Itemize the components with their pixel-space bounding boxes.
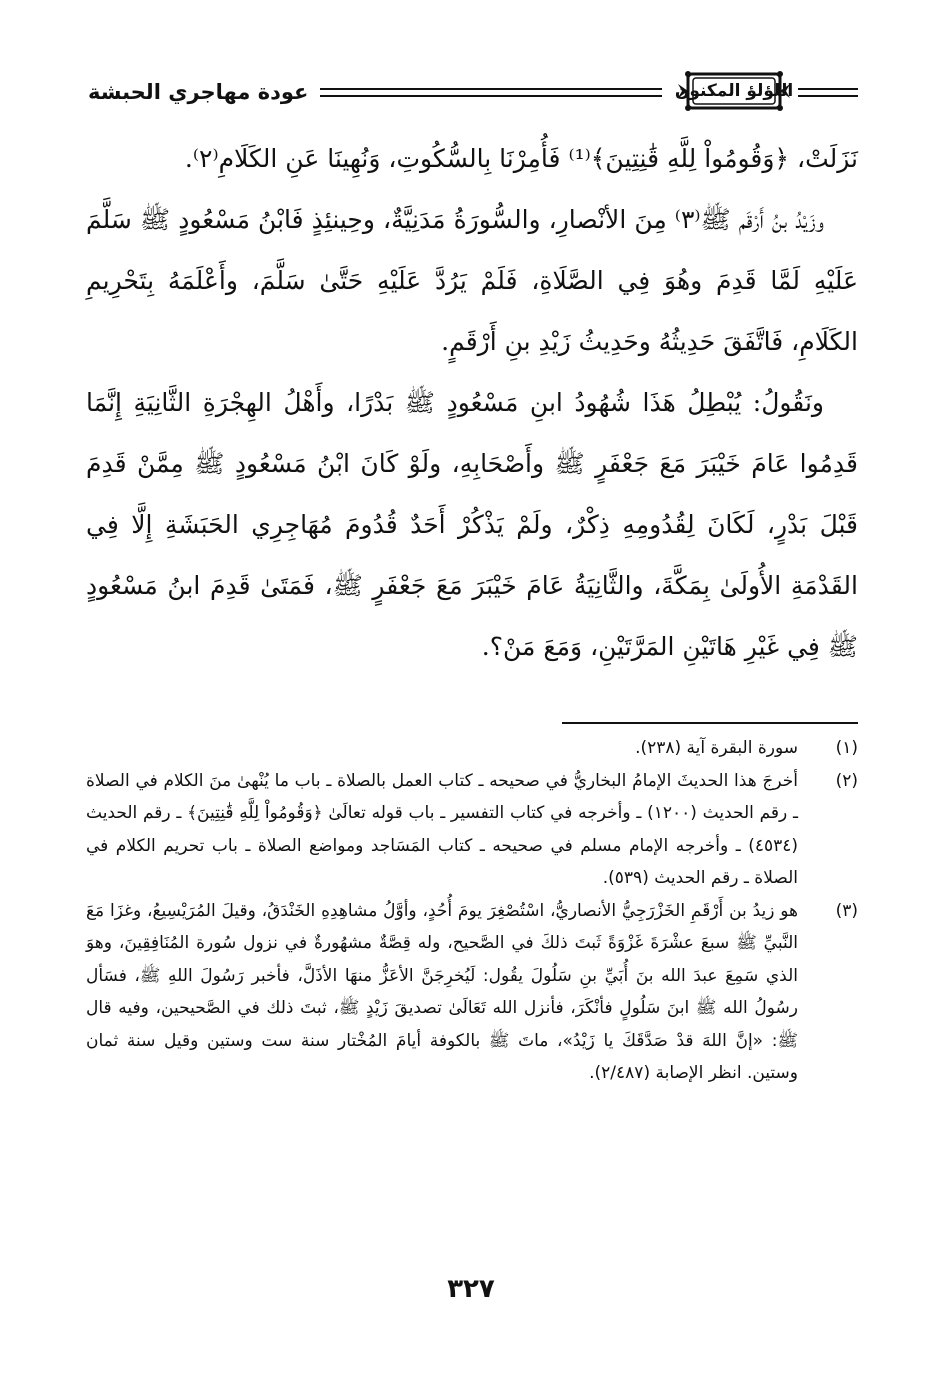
paragraph: ونَقُولُ: يُبْطِلُ هَذَا شُهُودُ ابنِ مَسْعُودٍ ﷺ بَدْرًا، وأَهْلُ الهِجْرَةِ الثَّانِيَةِ إِنَّمَا قَدِمُوا عَامَ خَيْبَرَ مَعَ جَعْفَرٍ ﷺ وأَصْحَابِهِ، ولَوْ كَانَ ابْنُ مَسْعُودٍ ﷺ مِمَّنْ قَدِمَ قَبْلَ بَدْرٍ، لَكَانَ لِقُدُومِهِ ذِكْرٌ، ولَمْ يَذْكُرْ أَحَدٌ قُدُومَ مُهَاجِرِي الحَبَشَةِ إِلَّا فِي القَدْمَةِ الأُولَىٰ بِمَكَّةَ، والثَّانِيَةُ عَامَ خَيْبَرَ مَعَ جَعْفَرٍ ﷺ، فَمَتَىٰ قَدِمَ ابنُ مَسْعُودٍ ﷺ فِي غَيْرِ هَاتَيْنِ المَرَّتَيْنِ، وَمَعَ مَنْ؟. [86, 388, 858, 661]
footnotes [86, 732, 858, 1090]
footnote-text: أخرجَ هذا الحديثَ الإمامُ البخاريُّ في صحيحه ـ كتاب العمل بالصلاة ـ باب ما يُنْهىٰ منَ الكلام في الصلاة ـ رقم الحديث (١٢٠٠) ـ وأخرجه في كتاب التفسير ـ باب قوله تعالَىٰ ﴿وَقُومُواْ لِلَّهِ قَٰنِتِينَ﴾ ـ رقم الحديث (٤٥٣٤) ـ وأخرجه الإمام مسلم في صحيحه ـ كتاب المَسَاجد ومواضع الصلاة ـ باب تحريم الكلام في الصلاة ـ رقم الحديث (٥٣٩). [86, 770, 798, 888]
footnote-separator [562, 722, 858, 724]
book-title: اللؤلؤ المكنون [674, 81, 794, 101]
header-rule-right [798, 88, 858, 97]
footnote-number: (٢) [835, 770, 858, 791]
footnote [86, 765, 858, 895]
header-rule-left [320, 88, 662, 97]
page-number: ٣٢٧ [447, 1274, 495, 1304]
footnote [86, 732, 858, 765]
footnote-text: سورة البقرة آية (٢٣٨). [635, 738, 798, 758]
running-header [88, 60, 858, 122]
paragraph: وزَيْدُ بنُ أَرْقَم ﷺ⁽٣⁾ مِنَ الأنْصارِ، والسُّورَةُ مَدَنِيَّةٌ، وحِينئِذٍ فَابْنُ مَسْعُودٍ ﷺ سَلَّمَ عَلَيْهِ لَمَّا قَدِمَ وهُوَ فِي الصَّلَاةِ، فَلَمْ يَرُدَّ عَلَيْهِ حَتَّىٰ سَلَّمَ، وأَعْلَمَهُ بِتَحْرِيمِ الكَلَامِ، فَاتَّفَقَ حَدِيثُهُ وحَدِيثُ زَيْدِ بنِ أَرْقَمٍ. [86, 205, 858, 356]
footnote-number: (٣) [835, 900, 858, 921]
footnote-number: (١) [835, 738, 858, 758]
title-ornament [674, 66, 794, 116]
footnote-text: هو زيدُ بن أَرْقَمِ الخَزْرَجِيُّ الأنصاريُّ، اسْتُصْغِرَ يومَ أُحُدٍ، وأوَّلُ مشاهِدِهِ الخَنْدَقُ، وقيلَ المُرَيْسِيعُ، وغزَا مَعَ النَّبيِّ ﷺ سبعَ عشْرَةَ غَزْوَةً ثَبتَ ذلكَ في الصَّحيح، وله قِصَّةٌ مشهُورةٌ في نزول سُورة المُنَافِقِينَ، وهوَ الذي سَمِعَ عبدَ الله بنَ أُبَيِّ بنِ سَلُولَ يقُول: لَيُخرِجَنَّ الأعَزُّ منهَا الأذَلَّ، فأخبر رَسُولَ اللهِ ﷺ، فسَأل رسُولُ الله ﷺ ابنَ سَلُولٍ فأنْكَرَ، فأنزل الله تَعَالَىٰ تصديقَ زَيْدٍ ﷺ، ثبتَ ذلك في الصَّحيحين، وفيه قال ﷺ: «إنَّ اللهَ قدْ صَدَّقَكَ يا زَيْدُ»، ماتَ ﷺ بالكوفة أيامَ المُخْتار سنة ست وستين وقيل سنة ثمان وستين. انظر الإصابة (٢/٤٨٧). [86, 900, 798, 1083]
footnote [86, 895, 858, 1090]
paragraph: نَزَلَتْ، ﴿وَقُومُواْ لِلَّهِ قَٰنِتِينَ﴾⁽¹⁾ فَأُمِرْنَا بِالسُّكُوتِ، وَنُهِينَا عَنِ الكَلَامِ⁽٢⁾. [184, 144, 858, 173]
main-text [86, 128, 858, 677]
chapter-title: عودة مهاجري الحبشة [88, 80, 309, 104]
